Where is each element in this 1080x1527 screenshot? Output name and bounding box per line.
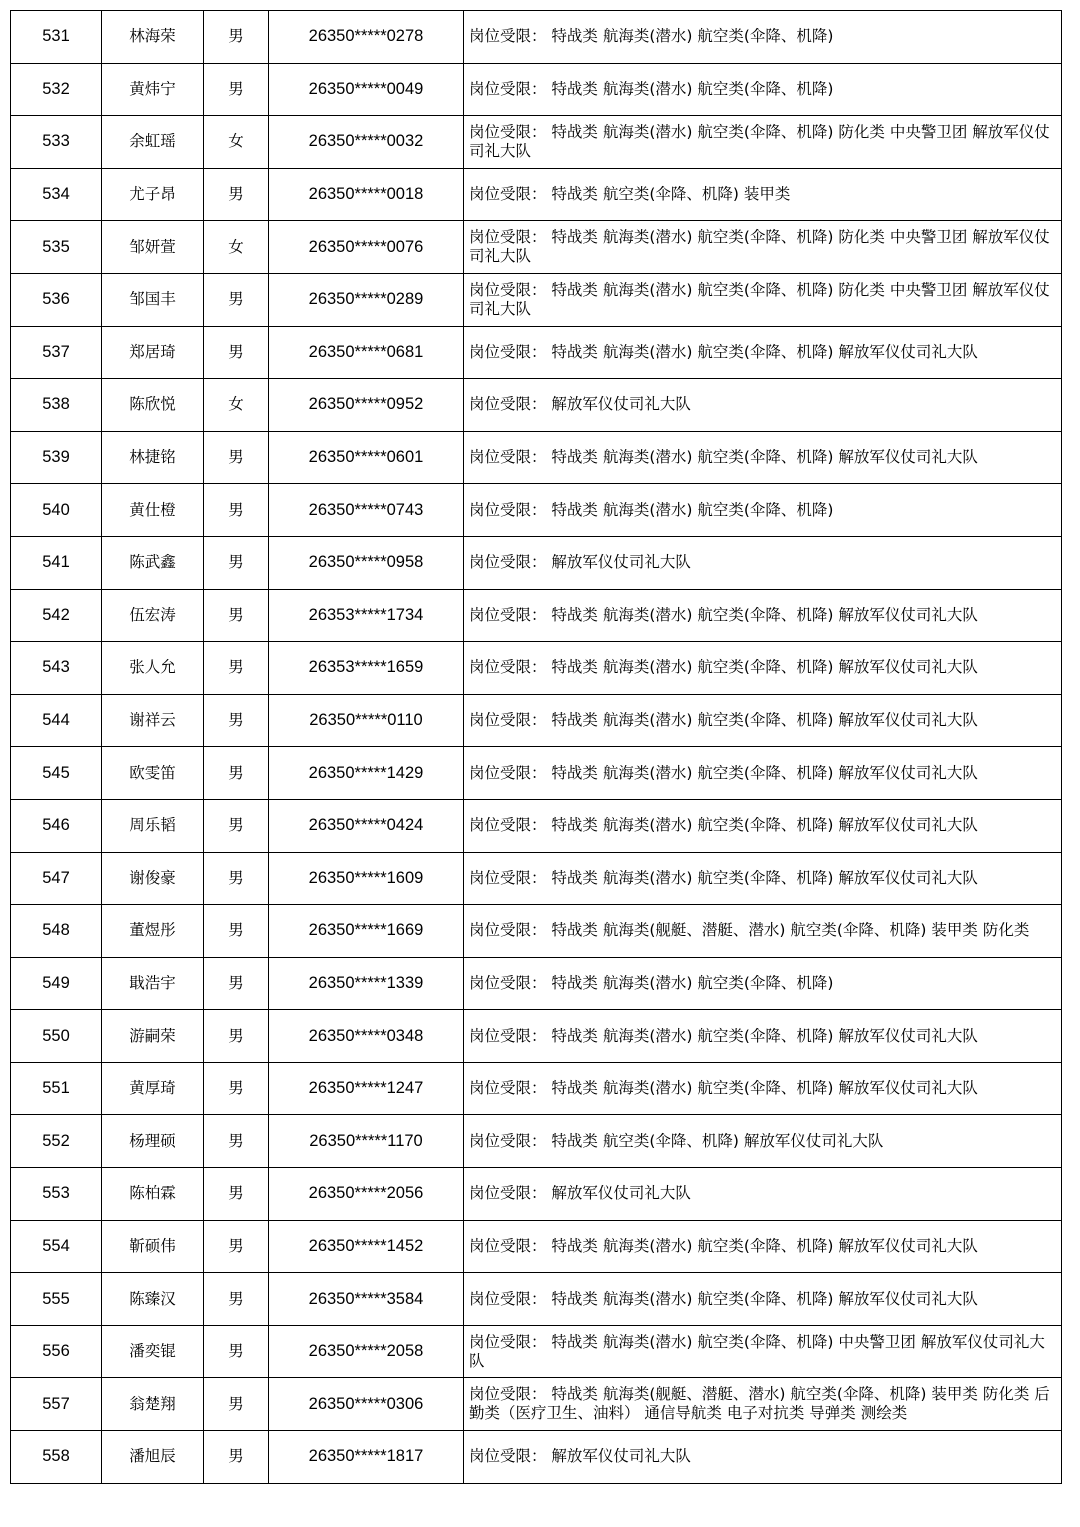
table-row [11, 379, 1062, 432]
candidate-id: 26350*****0049 [269, 63, 464, 116]
table-row [11, 273, 1062, 326]
candidate-gender: 男 [204, 536, 269, 589]
candidate-id: 26350*****0958 [269, 536, 464, 589]
candidate-id: 26350*****1339 [269, 957, 464, 1010]
position-restriction: 岗位受限： 特战类 航海类(潜水) 航空类(伞降、机降) 中央警卫团 解放军仪仗司礼大队 [464, 1325, 1062, 1378]
candidate-name: 潘旭辰 [102, 1431, 204, 1484]
candidate-gender: 男 [204, 799, 269, 852]
candidate-name: 黄厚琦 [102, 1062, 204, 1115]
table-row [11, 168, 1062, 221]
position-restriction: 岗位受限： 特战类 航海类(潜水) 航空类(伞降、机降) 解放军仪仗司礼大队 [464, 747, 1062, 800]
position-restriction: 岗位受限： 特战类 航海类(潜水) 航空类(伞降、机降) [464, 957, 1062, 1010]
candidate-id: 26350*****1669 [269, 905, 464, 958]
candidate-name: 翁楚翔 [102, 1378, 204, 1431]
row-number: 556 [11, 1325, 102, 1378]
position-restriction: 岗位受限： 特战类 航海类(舰艇、潜艇、潜水) 航空类(伞降、机降) 装甲类 防化类 后勤类（医疗卫生、油料） 通信导航类 电子对抗类 导弹类 测绘类 [464, 1378, 1062, 1431]
row-number: 545 [11, 747, 102, 800]
candidate-gender: 男 [204, 168, 269, 221]
row-number: 532 [11, 63, 102, 116]
candidate-name: 尤子昂 [102, 168, 204, 221]
candidate-name: 周乐韬 [102, 799, 204, 852]
candidate-gender: 男 [204, 1062, 269, 1115]
candidate-name: 欧雯笛 [102, 747, 204, 800]
position-restriction: 岗位受限： 特战类 航海类(潜水) 航空类(伞降、机降) 防化类 中央警卫团 解放军仪仗司礼大队 [464, 221, 1062, 274]
candidate-name: 游嗣荣 [102, 1010, 204, 1063]
table-row [11, 1378, 1062, 1431]
table-row [11, 1325, 1062, 1378]
candidate-name: 邹国丰 [102, 273, 204, 326]
candidate-id: 26350*****0110 [269, 694, 464, 747]
candidate-name: 林海荣 [102, 11, 204, 64]
table-body [11, 11, 1062, 1484]
row-number: 543 [11, 642, 102, 695]
table-row [11, 116, 1062, 169]
candidate-gender: 男 [204, 642, 269, 695]
candidate-name: 邹妍萱 [102, 221, 204, 274]
table-row [11, 536, 1062, 589]
candidate-gender: 男 [204, 1431, 269, 1484]
row-number: 535 [11, 221, 102, 274]
table-row [11, 1273, 1062, 1326]
position-restriction: 岗位受限： 解放军仪仗司礼大队 [464, 536, 1062, 589]
candidate-table [10, 10, 1062, 1484]
candidate-gender: 男 [204, 1273, 269, 1326]
position-restriction: 岗位受限： 特战类 航海类(潜水) 航空类(伞降、机降) 解放军仪仗司礼大队 [464, 1273, 1062, 1326]
row-number: 538 [11, 379, 102, 432]
candidate-id: 26350*****0743 [269, 484, 464, 537]
position-restriction: 岗位受限： 特战类 航空类(伞降、机降) 解放军仪仗司礼大队 [464, 1115, 1062, 1168]
candidate-name: 黄炜宁 [102, 63, 204, 116]
table-row [11, 11, 1062, 64]
position-restriction: 岗位受限： 特战类 航海类(舰艇、潜艇、潜水) 航空类(伞降、机降) 装甲类 防化类 [464, 905, 1062, 958]
row-number: 536 [11, 273, 102, 326]
candidate-name: 谢俊豪 [102, 852, 204, 905]
candidate-gender: 女 [204, 379, 269, 432]
position-restriction: 岗位受限： 特战类 航空类(伞降、机降) 装甲类 [464, 168, 1062, 221]
position-restriction: 岗位受限： 特战类 航海类(潜水) 航空类(伞降、机降) [464, 484, 1062, 537]
table-row [11, 642, 1062, 695]
table-row [11, 799, 1062, 852]
row-number: 549 [11, 957, 102, 1010]
table-row [11, 905, 1062, 958]
candidate-gender: 男 [204, 694, 269, 747]
position-restriction: 岗位受限： 特战类 航海类(潜水) 航空类(伞降、机降) 解放军仪仗司礼大队 [464, 1220, 1062, 1273]
candidate-id: 26350*****2058 [269, 1325, 464, 1378]
candidate-id: 26350*****0424 [269, 799, 464, 852]
candidate-gender: 男 [204, 905, 269, 958]
candidate-gender: 男 [204, 1378, 269, 1431]
candidate-gender: 男 [204, 484, 269, 537]
candidate-gender: 女 [204, 221, 269, 274]
candidate-id: 26350*****1609 [269, 852, 464, 905]
candidate-gender: 男 [204, 431, 269, 484]
candidate-name: 余虹瑶 [102, 116, 204, 169]
row-number: 534 [11, 168, 102, 221]
candidate-id: 26350*****0952 [269, 379, 464, 432]
table-row [11, 484, 1062, 537]
table-row [11, 747, 1062, 800]
candidate-id: 26350*****0601 [269, 431, 464, 484]
candidate-name: 陈臻汉 [102, 1273, 204, 1326]
row-number: 550 [11, 1010, 102, 1063]
candidate-gender: 男 [204, 1168, 269, 1221]
position-restriction: 岗位受限： 特战类 航海类(潜水) 航空类(伞降、机降) 解放军仪仗司礼大队 [464, 694, 1062, 747]
candidate-name: 谢祥云 [102, 694, 204, 747]
candidate-gender: 男 [204, 1115, 269, 1168]
table-row [11, 221, 1062, 274]
candidate-id: 26350*****1247 [269, 1062, 464, 1115]
row-number: 558 [11, 1431, 102, 1484]
position-restriction: 岗位受限： 特战类 航海类(潜水) 航空类(伞降、机降) 解放军仪仗司礼大队 [464, 642, 1062, 695]
candidate-id: 26350*****0032 [269, 116, 464, 169]
candidate-id: 26350*****2056 [269, 1168, 464, 1221]
row-number: 540 [11, 484, 102, 537]
table-row [11, 1431, 1062, 1484]
candidate-name: 陈欣悦 [102, 379, 204, 432]
candidate-id: 26350*****0681 [269, 326, 464, 379]
table-row [11, 957, 1062, 1010]
candidate-id: 26350*****0289 [269, 273, 464, 326]
row-number: 539 [11, 431, 102, 484]
candidate-id: 26350*****1170 [269, 1115, 464, 1168]
position-restriction: 岗位受限： 解放军仪仗司礼大队 [464, 379, 1062, 432]
table-row [11, 694, 1062, 747]
candidate-gender: 女 [204, 116, 269, 169]
candidate-name: 戢浩宇 [102, 957, 204, 1010]
candidate-id: 26350*****0278 [269, 11, 464, 64]
position-restriction: 岗位受限： 特战类 航海类(潜水) 航空类(伞降、机降) 防化类 中央警卫团 解放军仪仗司礼大队 [464, 116, 1062, 169]
candidate-id: 26353*****1659 [269, 642, 464, 695]
position-restriction: 岗位受限： 特战类 航海类(潜水) 航空类(伞降、机降) [464, 11, 1062, 64]
candidate-name: 董煜彤 [102, 905, 204, 958]
position-restriction: 岗位受限： 特战类 航海类(潜水) 航空类(伞降、机降) 解放军仪仗司礼大队 [464, 799, 1062, 852]
position-restriction: 岗位受限： 特战类 航海类(潜水) 航空类(伞降、机降) 解放军仪仗司礼大队 [464, 589, 1062, 642]
candidate-id: 26350*****1429 [269, 747, 464, 800]
candidate-name: 陈武鑫 [102, 536, 204, 589]
position-restriction: 岗位受限： 解放军仪仗司礼大队 [464, 1168, 1062, 1221]
position-restriction: 岗位受限： 特战类 航海类(潜水) 航空类(伞降、机降) 解放军仪仗司礼大队 [464, 326, 1062, 379]
candidate-name: 陈柏霖 [102, 1168, 204, 1221]
position-restriction: 岗位受限： 特战类 航海类(潜水) 航空类(伞降、机降) 解放军仪仗司礼大队 [464, 852, 1062, 905]
row-number: 544 [11, 694, 102, 747]
position-restriction: 岗位受限： 特战类 航海类(潜水) 航空类(伞降、机降) 防化类 中央警卫团 解放军仪仗司礼大队 [464, 273, 1062, 326]
candidate-name: 林捷铭 [102, 431, 204, 484]
row-number: 537 [11, 326, 102, 379]
row-number: 557 [11, 1378, 102, 1431]
candidate-id: 26350*****0018 [269, 168, 464, 221]
row-number: 531 [11, 11, 102, 64]
position-restriction: 岗位受限： 解放军仪仗司礼大队 [464, 1431, 1062, 1484]
candidate-name: 黄仕橙 [102, 484, 204, 537]
candidate-gender: 男 [204, 1325, 269, 1378]
position-restriction: 岗位受限： 特战类 航海类(潜水) 航空类(伞降、机降) 解放军仪仗司礼大队 [464, 431, 1062, 484]
candidate-gender: 男 [204, 63, 269, 116]
candidate-name: 杨理硕 [102, 1115, 204, 1168]
table-row [11, 1115, 1062, 1168]
candidate-name: 郑居琦 [102, 326, 204, 379]
candidate-gender: 男 [204, 326, 269, 379]
row-number: 555 [11, 1273, 102, 1326]
candidate-id: 26353*****1734 [269, 589, 464, 642]
row-number: 546 [11, 799, 102, 852]
candidate-name: 伍宏涛 [102, 589, 204, 642]
candidate-id: 26350*****1817 [269, 1431, 464, 1484]
position-restriction: 岗位受限： 特战类 航海类(潜水) 航空类(伞降、机降) 解放军仪仗司礼大队 [464, 1010, 1062, 1063]
row-number: 547 [11, 852, 102, 905]
table-row [11, 326, 1062, 379]
candidate-gender: 男 [204, 852, 269, 905]
row-number: 542 [11, 589, 102, 642]
candidate-id: 26350*****0306 [269, 1378, 464, 1431]
row-number: 554 [11, 1220, 102, 1273]
candidate-gender: 男 [204, 589, 269, 642]
row-number: 533 [11, 116, 102, 169]
candidate-gender: 男 [204, 1010, 269, 1063]
position-restriction: 岗位受限： 特战类 航海类(潜水) 航空类(伞降、机降) [464, 63, 1062, 116]
candidate-name: 靳硕伟 [102, 1220, 204, 1273]
table-row [11, 852, 1062, 905]
position-restriction: 岗位受限： 特战类 航海类(潜水) 航空类(伞降、机降) 解放军仪仗司礼大队 [464, 1062, 1062, 1115]
table-row [11, 1010, 1062, 1063]
candidate-gender: 男 [204, 273, 269, 326]
table-row [11, 1062, 1062, 1115]
table-row [11, 431, 1062, 484]
candidate-id: 26350*****3584 [269, 1273, 464, 1326]
candidate-name: 潘奕锟 [102, 1325, 204, 1378]
candidate-gender: 男 [204, 747, 269, 800]
candidate-id: 26350*****0076 [269, 221, 464, 274]
candidate-gender: 男 [204, 11, 269, 64]
table-row [11, 1220, 1062, 1273]
row-number: 553 [11, 1168, 102, 1221]
table-row [11, 63, 1062, 116]
row-number: 552 [11, 1115, 102, 1168]
row-number: 541 [11, 536, 102, 589]
candidate-name: 张人允 [102, 642, 204, 695]
candidate-gender: 男 [204, 957, 269, 1010]
row-number: 548 [11, 905, 102, 958]
table-row [11, 1168, 1062, 1221]
table-row [11, 589, 1062, 642]
candidate-id: 26350*****1452 [269, 1220, 464, 1273]
candidate-gender: 男 [204, 1220, 269, 1273]
row-number: 551 [11, 1062, 102, 1115]
candidate-id: 26350*****0348 [269, 1010, 464, 1063]
